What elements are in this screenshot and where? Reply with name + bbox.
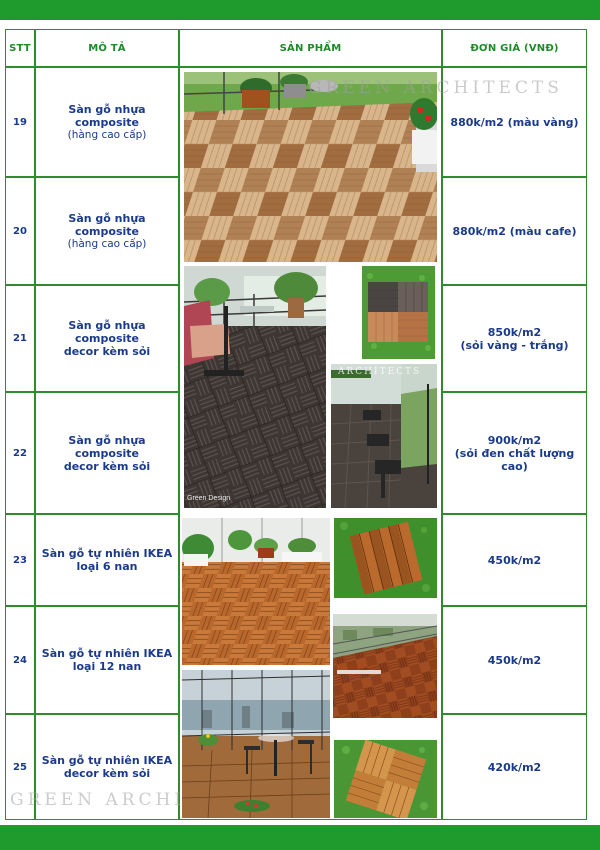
row-20-price: 880k/m2 (màu cafe) [442,177,587,285]
row-22-title: Sàn gỗ nhựa composite [68,433,146,460]
watermark-mid: ARCHITECTS [338,367,422,377]
row-19-price: 880k/m2 (màu vàng) [442,67,587,177]
row-24-stt: 24 [5,606,35,714]
row-22-price-note: (sỏi đen chất lượng cao) [454,446,575,473]
composite-tiles-on-grass-photo [362,266,435,359]
row-19-stt: 19 [5,67,35,177]
top-green-bar [0,0,600,20]
header-stt: STT [5,29,35,67]
row-21-price-value: 850k/m2 [487,325,542,339]
row-20-subtitle: (hàng cao cấp) [67,237,147,250]
row-22-description [35,392,179,514]
header-description: MÔ TẢ [35,29,179,67]
row-21-description [35,285,179,392]
row-20-stt: 20 [5,177,35,285]
composite-deck-checkerboard-photo [184,72,437,262]
row-25-subtitle: decor kèm sỏi [63,767,151,780]
row-20-description [35,177,179,285]
row-22-stt: 22 [5,392,35,514]
composite-deck-balcony-chairs-photo [331,364,437,508]
row-23-price: 450k/m2 [442,514,587,606]
row-21-title: Sàn gỗ nhựa composite [68,319,146,345]
row-24-title: Sàn gỗ tự nhiên IKEA [41,647,173,660]
row-22-price [442,392,587,514]
row-20-title: Sàn gỗ nhựa composite [68,211,146,238]
ikea-decor-balcony-photo [182,670,330,818]
row-21-subtitle: decor kèm sỏi [63,345,151,358]
header-price: ĐƠN GIÁ (VNĐ) [442,29,587,67]
watermark-bottom: GREEN ARCHI [10,790,186,810]
composite-deck-balcony-photo [184,266,326,508]
row-24-subtitle: loại 12 nan [72,660,142,673]
bottom-green-bar [0,825,600,850]
ikea-6-slat-tiles-photo [334,518,437,598]
row-19-subtitle: (hàng cao cấp) [67,128,147,141]
row-19-description [35,67,179,177]
ikea-wood-balcony-photo [182,518,330,665]
watermark-top: GREEN ARCHITECTS [308,78,563,98]
row-25-price: 420k/m2 [442,714,587,820]
ikea-12-slat-balcony-photo [333,614,437,718]
row-23-title: Sàn gỗ tự nhiên IKEA [41,547,173,560]
row-23-description [35,514,179,606]
row-24-price: 450k/m2 [442,606,587,714]
ikea-decor-tiles-on-grass-photo [334,740,437,818]
row-21-stt: 21 [5,285,35,392]
row-23-subtitle: loại 6 nan [76,560,138,573]
row-22-price-value: 900k/m2 [487,433,542,447]
row-25-title: Sàn gỗ tự nhiên IKEA [41,754,173,767]
row-23-stt: 23 [5,514,35,606]
row-25-stt: 25 [5,714,35,820]
row-22-subtitle: decor kèm sỏi [63,459,151,473]
caption-green-design-1: Green Design [187,495,231,502]
row-21-price [442,285,587,392]
header-product: SẢN PHẨM [179,29,442,67]
row-24-description [35,606,179,714]
row-19-title: Sàn gỗ nhựa composite [68,102,146,129]
row-21-price-note: (sỏi vàng - trắng) [460,338,569,352]
